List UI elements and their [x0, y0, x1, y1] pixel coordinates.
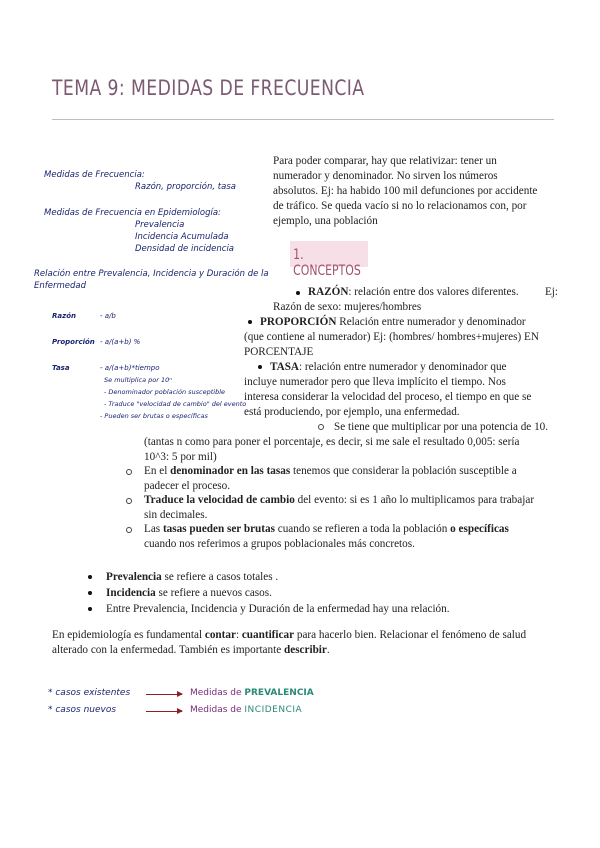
text: : — [235, 629, 242, 641]
note-line: Enfermedad — [34, 281, 86, 291]
note-value: - Pueden ser brutas o específicas — [100, 412, 208, 420]
text: : relación entre dos valores diferentes. — [348, 286, 519, 298]
bullet-icon — [88, 607, 92, 611]
term: TASA — [270, 361, 300, 373]
text: Medidas de — [190, 688, 245, 698]
note-line: * casos existentes — [48, 688, 131, 698]
term: denominador en las tasas — [170, 465, 291, 477]
summary-bullets — [88, 569, 548, 617]
section-heading — [290, 241, 368, 279]
note-value: Se multiplica por 10ⁿ — [104, 376, 172, 384]
term: o específicas — [450, 523, 509, 535]
note-line: Relación entre Prevalencia, Incidencia y Duración de la — [34, 269, 269, 279]
text-line: 10^3: 5 por mil) — [144, 451, 217, 463]
note-line: Medidas de Frecuencia en Epidemiología: — [44, 208, 221, 218]
section-heading-text: 1. CONCEPTOS — [293, 247, 361, 279]
term: cuantificar — [241, 629, 295, 641]
razon-item — [308, 285, 558, 300]
text-line: PORCENTAJE — [244, 346, 314, 358]
bullet-icon — [248, 320, 252, 324]
text: del evento: si es 1 año lo multiplicamos para trabajar — [294, 494, 535, 506]
term: Incidencia — [106, 587, 156, 599]
arrow-right-icon — [146, 694, 182, 695]
arrow-right-icon — [146, 711, 182, 712]
note-line: Densidad de incidencia — [135, 244, 235, 254]
text: . — [326, 644, 330, 656]
list-item — [88, 601, 548, 617]
text: Se tiene que multiplicar por una potencia de 10. — [334, 421, 549, 433]
note-value: - a/(a+b)*tiempo — [100, 364, 160, 372]
text: se refiere a casos totales . — [161, 571, 279, 583]
term: contar — [204, 629, 236, 641]
text-line: cuando nos referimos a grupos poblacionales más concretos. — [144, 538, 415, 550]
sub-item — [144, 522, 558, 552]
tasa-item — [244, 360, 558, 420]
note-label: Razón — [52, 312, 76, 320]
text: En epidemiología es fundamental — [52, 629, 205, 641]
circle-bullet-icon — [318, 424, 324, 430]
text-line: de tráfico. Se queda vacío si no lo relacionamos con, por — [273, 200, 527, 212]
intro-paragraph — [273, 154, 557, 229]
circle-bullet-icon — [126, 469, 132, 475]
note-label: Tasa — [52, 364, 70, 372]
text-line: absolutos. Ej: ha habido 100 mil defunciones por accidente — [273, 185, 538, 197]
note-line: Razón, proporción, tasa — [135, 182, 236, 192]
note-line — [190, 705, 302, 715]
sub-item — [144, 420, 558, 465]
term: RAZÓN — [308, 286, 349, 298]
term: PROPORCIÓN — [260, 316, 337, 328]
text: tenemos que considerar la población susceptible a — [290, 465, 517, 477]
text-line: Razón de sexo: mujeres/hombres — [273, 301, 422, 313]
sub-item — [144, 464, 558, 494]
note-line: * casos nuevos — [48, 705, 117, 715]
note-value: - a/(a+b) % — [100, 338, 141, 346]
text: para hacerlo bien. Relacionar el fenómeno de salud — [294, 629, 527, 641]
text-line: Para poder comparar, hay que relativizar: tener un — [273, 155, 497, 167]
text: En el — [144, 465, 171, 477]
text-line: padecer el proceso. — [144, 480, 231, 492]
term: tasas pueden ser brutas — [162, 523, 275, 535]
text: Ej: — [544, 286, 558, 298]
note-value: - a/b — [100, 312, 116, 320]
note-line — [190, 688, 314, 698]
text-line: está produciendo, por ejemplo, una enfermedad. — [244, 406, 460, 418]
bullet-icon — [258, 365, 262, 369]
note-line: Prevalencia — [135, 220, 185, 230]
text: cuando se refieren a toda la población — [274, 523, 451, 535]
list-item — [88, 569, 548, 585]
term: describir — [284, 644, 327, 656]
key-term: INCIDENCIA — [244, 705, 303, 715]
text-line: (tantas n como para poner el porcentaje, es decir, si me sale el resultado 0,005: sería — [144, 436, 520, 448]
note-line: Incidencia Acumulada — [135, 232, 229, 242]
note-value: - Traduce "velocidad de cambio" del evento — [104, 400, 247, 408]
bullet-icon — [296, 291, 300, 295]
text-line: numerador y denominador. No sirven los números — [273, 170, 498, 182]
text: Medidas de — [190, 705, 245, 715]
text-line: incluye numerador pero que lleva implícito el tiempo. Nos — [244, 376, 506, 388]
text-line: interesa considerar la velocidad del proceso, el tiempo en que se — [244, 391, 532, 403]
term: Traduce la velocidad de cambio — [144, 494, 295, 506]
text-line: (que contiene al numerador) Ej: (hombres/ hombres+mujeres) EN — [244, 331, 539, 343]
sub-item — [144, 493, 558, 523]
text: Entre Prevalencia, Incidencia y Duración de la enfermedad hay una relación. — [106, 603, 450, 615]
circle-bullet-icon — [126, 498, 132, 504]
text-line: sin decimales. — [144, 509, 208, 521]
text-line: ejemplo, una población — [273, 215, 378, 227]
key-term: PREVALENCIA — [244, 688, 314, 698]
list-item — [88, 585, 548, 601]
text: se refiere a nuevos casos. — [155, 587, 272, 599]
epi-paragraph — [52, 628, 558, 658]
proporcion-item — [244, 315, 558, 360]
note-value: - Denominador población susceptible — [104, 388, 226, 396]
text: : relación entre numerador y denominador que — [299, 361, 507, 373]
text: alterado con la enfermedad. También es importante — [52, 644, 284, 656]
text: Las — [144, 523, 163, 535]
note-label: Proporción — [52, 338, 95, 346]
term: Prevalencia — [106, 571, 162, 583]
bullet-icon — [88, 591, 92, 595]
circle-bullet-icon — [126, 527, 132, 533]
bullet-icon — [88, 575, 92, 579]
title-divider — [52, 119, 554, 120]
note-line: Medidas de Frecuencia: — [44, 170, 145, 180]
text: Relación entre numerador y denominador — [336, 316, 526, 328]
page-title: TEMA 9: MEDIDAS DE FRECUENCIA — [52, 76, 365, 100]
